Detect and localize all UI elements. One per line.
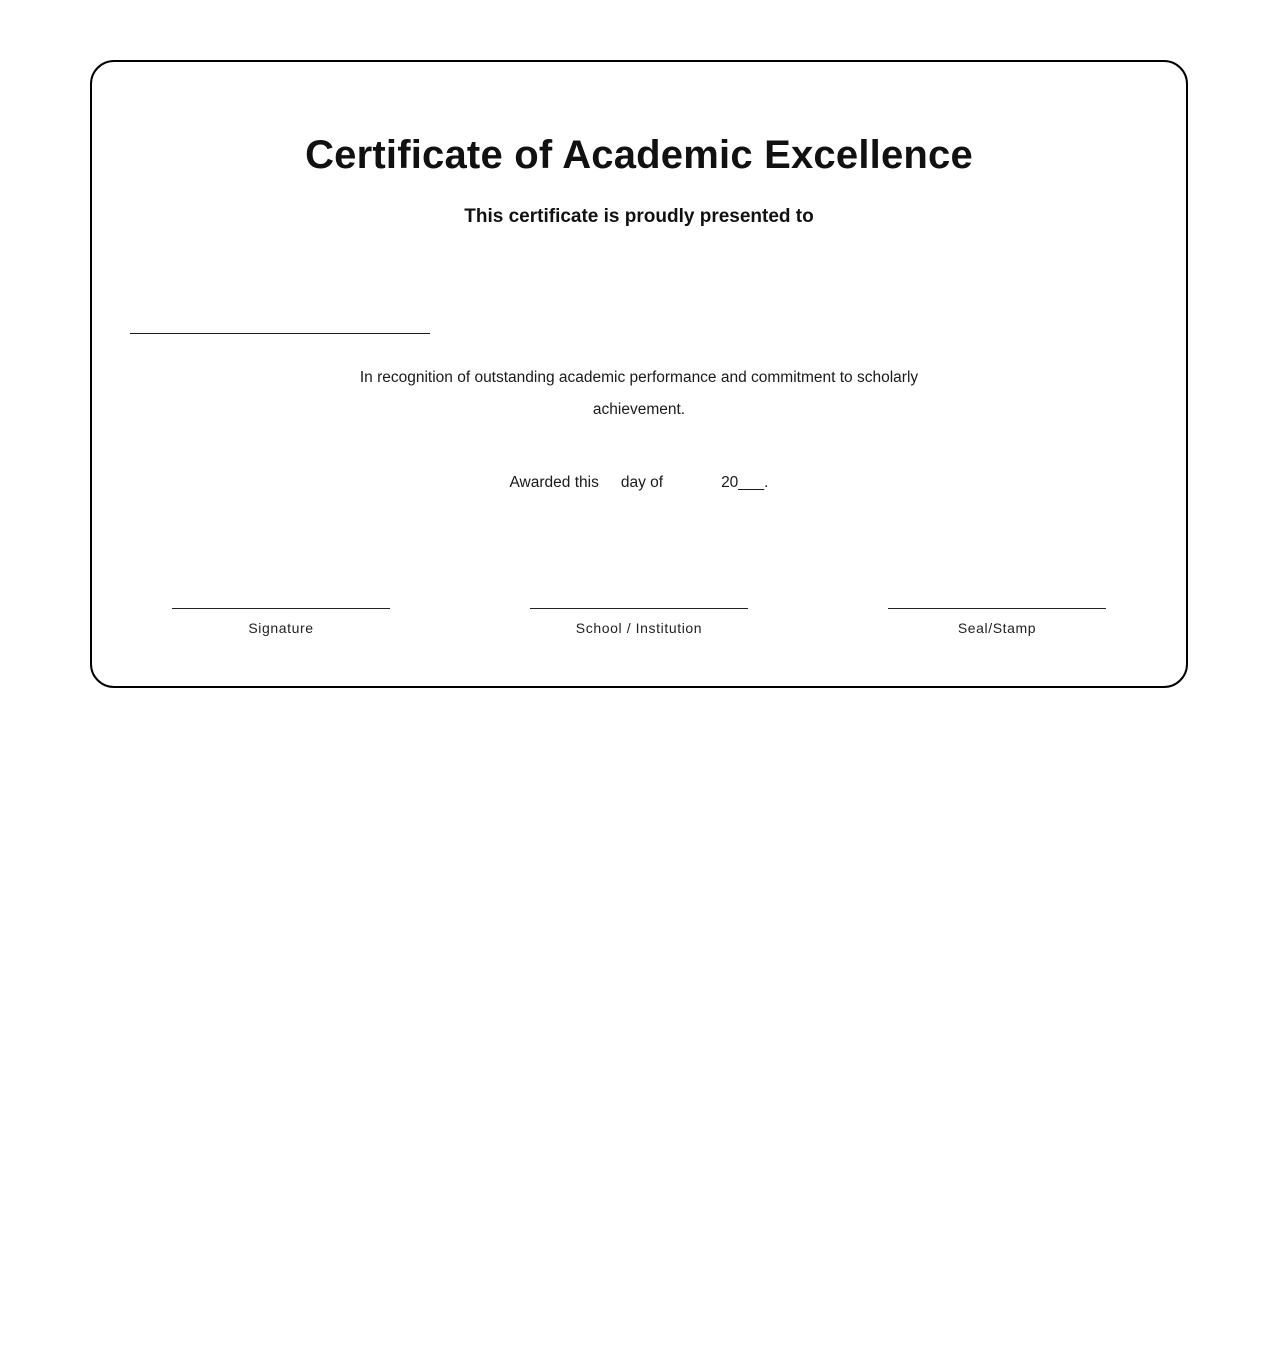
certificate-card [90, 60, 1188, 688]
day-blank [599, 486, 621, 487]
month-blank [663, 486, 721, 487]
seal-label: Seal/Stamp [957, 620, 1037, 636]
certificate-subtitle: This certificate is proudly presented to [464, 206, 814, 227]
school-label: School / Institution [575, 620, 703, 636]
recognition-text [92, 362, 1186, 426]
signature-block-school [530, 608, 748, 637]
signature-block-seal [888, 608, 1106, 637]
awarded-prefix: Awarded this [509, 474, 599, 491]
recognition-line-1: In recognition of outstanding academic performance and commitment to scholarly [359, 369, 919, 386]
recognition-line-2: achievement. [592, 401, 686, 418]
signature-line [172, 608, 390, 609]
certificate-title: Certificate of Academic Excellence [305, 133, 973, 177]
recipient-name-field[interactable] [130, 293, 430, 334]
signature-block-signature [172, 608, 390, 637]
awarded-line [92, 471, 1186, 495]
awarded-year: 20___. [721, 474, 769, 491]
signature-label: Signature [248, 620, 314, 636]
awarded-middle: day of [620, 474, 664, 491]
school-line [530, 608, 748, 609]
seal-line [888, 608, 1106, 609]
